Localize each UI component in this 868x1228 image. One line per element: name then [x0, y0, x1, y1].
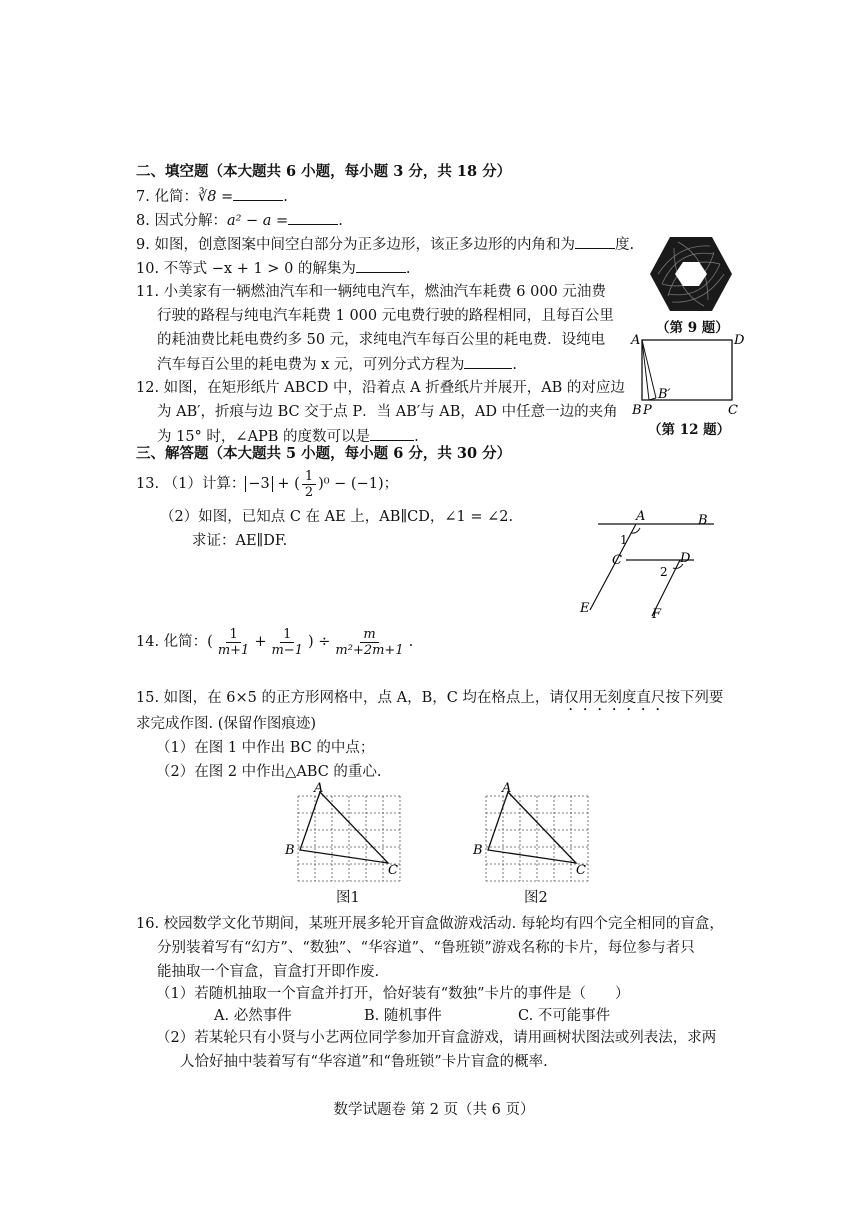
- figure-12-rectangle: [628, 330, 750, 422]
- label-D: D: [680, 551, 691, 566]
- question-11-line4: 汽车每百公里的耗电费为 x 元，可列分式方程为 .: [157, 354, 517, 375]
- label-A: A: [631, 333, 641, 348]
- page-footer: 数学试题卷 第 2 页（共 6 页）: [333, 1102, 535, 1118]
- label-C: C: [728, 403, 738, 418]
- label-P: P: [643, 403, 652, 418]
- question-15-part1: （1）在图 1 中作出 BC 的中点；: [156, 740, 375, 756]
- answer-blank-8: [288, 210, 338, 225]
- question-16-line2: 分别装着写有“幻方”、“数独”、“华容道”、“鲁班锁”游戏名称的卡片，每位参与者只: [157, 940, 695, 956]
- question-12-line2: 为 AB′，折痕与边 BC 交于点 P．当 AB′与 AB，AD 中任意一边的夹角: [157, 404, 618, 420]
- label-C: C: [612, 553, 622, 568]
- label-C: C: [388, 863, 398, 878]
- answer-blank-11: [464, 354, 512, 369]
- figure-15-grid-2: [470, 782, 598, 892]
- question-13-part1: 13. （1）计算： −3 + ( $\frac{1}{2}$ )⁰ − (−1)；: [136, 468, 399, 500]
- figure-12-caption: （第 12 题）: [648, 422, 731, 438]
- label-E: E: [580, 601, 590, 616]
- question-16-part2-line1: （2）若某轮只有小贤与小艺两位同学参加开盲盒游戏，请用画树状图法或列表法，求两: [156, 1030, 717, 1046]
- answer-blank-9: [575, 234, 615, 249]
- label-B: B: [698, 513, 708, 528]
- question-9: 9. 如图，创意图案中间空白部分为正多边形，该正多边形的内角和为 度.: [136, 234, 634, 255]
- section3-heading: 三、解答题（本大题共 5 小题，每小题 6 分，共 30 分）: [136, 445, 512, 462]
- question-15-line1: 15. 如图，在 6×5 的正方形网格中，点 A，B，C 均在格点上，请仅用无刻度直尺按下列要: [136, 690, 724, 706]
- figure-9-caption: （第 9 题）: [656, 320, 729, 336]
- section2-heading: 二、填空题（本大题共 6 小题，每小题 3 分，共 18 分）: [136, 163, 512, 180]
- question-15-part2: （2）在图 2 中作出△ABC 的重心.: [156, 764, 382, 780]
- figure-9-hexagon-pattern: [648, 234, 734, 314]
- question-11-line3: 的耗油费比耗电费约多 50 元，求纯电汽车每百公里的耗电费．设纯电: [157, 332, 606, 348]
- question-11-line2: 行驶的路程与纯电汽车耗费 1 000 元电费行驶的路程相同，且每百公里: [157, 308, 614, 324]
- question-15-line2: 求完成作图. (保留作图痕迹): [136, 716, 317, 732]
- question-12-line1: 12. 如图，在矩形纸片 ABCD 中，沿着点 A 折叠纸片并展开，AB 的对应边: [136, 380, 625, 396]
- label-A: A: [314, 782, 324, 796]
- figure-2-caption: 图2: [524, 890, 548, 906]
- label-B: B: [632, 403, 642, 418]
- label-D: D: [734, 333, 745, 348]
- label-B-prime: B′: [658, 387, 671, 402]
- fraction-m-over-quadratic: $\frac{m}{\text{m²+2m+1}}$: [335, 626, 404, 658]
- fraction-one-half: $\frac{1}{2}$: [302, 469, 316, 500]
- label-A: A: [502, 782, 512, 796]
- question-10: 10. 不等式 −x + 1 > 0 的解集为 .: [136, 258, 411, 279]
- question-13-part2-line1: （2）如图，已知点 C 在 AE 上，AB∥CD，∠1 = ∠2.: [160, 509, 514, 525]
- option-a: A. 必然事件: [214, 1008, 292, 1024]
- figure-1-caption: 图1: [336, 890, 360, 906]
- label-angle-1: 1: [620, 533, 628, 547]
- question-8: 8. 因式分解：a² − a = .: [136, 210, 343, 231]
- question-7: 7. 化简：∛8 = .: [136, 186, 288, 207]
- figure-15-grid-1: [282, 782, 410, 892]
- fraction-1-over-m-plus-1: $\frac{1}{m+1}$: [217, 626, 250, 658]
- answer-blank-7: [233, 186, 283, 201]
- label-B: B: [285, 843, 295, 858]
- option-b: B. 随机事件: [364, 1008, 442, 1024]
- question-13-part2-line2: 求证：AE∥DF.: [192, 533, 288, 549]
- label-C: C: [576, 863, 586, 878]
- answer-blank-12: [370, 426, 414, 441]
- option-c: C. 不可能事件: [518, 1008, 611, 1024]
- label-A: A: [636, 509, 646, 524]
- label-angle-2: 2: [660, 565, 668, 579]
- question-16-line1: 16. 校园数学文化节期间，某班开展多轮开盲盒做游戏活动. 每轮均有四个完全相同的盲盒，: [136, 916, 724, 932]
- question-16-part1: （1）若随机抽取一个盲盒并打开，恰好装有“数独”卡片的事件是（ ）: [156, 986, 630, 1002]
- fraction-1-over-m-minus-1: $\frac{1}{m-1}$: [271, 626, 303, 658]
- question-16-part2-line2: 人恰好抽中装着写有“华容道”和“鲁班锁”卡片盲盒的概率.: [180, 1054, 548, 1070]
- label-B: B: [473, 843, 483, 858]
- question-14: 14. 化简：( $\frac{1}{m+1}$ + $\frac{1}{m-1}$ ) ÷ $\frac{m}{\text{m²+2m+1}}$ .: [136, 626, 414, 658]
- label-F: F: [652, 607, 662, 620]
- answer-blank-10: [356, 258, 406, 273]
- question-16-line3: 能抽取一个盲盒，盲盒打开即作废.: [157, 964, 380, 980]
- question-12-line3: 为 15° 时，∠APB 的度数可以是 .: [157, 426, 419, 447]
- question-11-line1: 11. 小美家有一辆燃油汽车和一辆纯电汽车，燃油汽车耗费 6 000 元油费: [136, 284, 606, 300]
- figure-13-parallel-lines: [576, 506, 716, 620]
